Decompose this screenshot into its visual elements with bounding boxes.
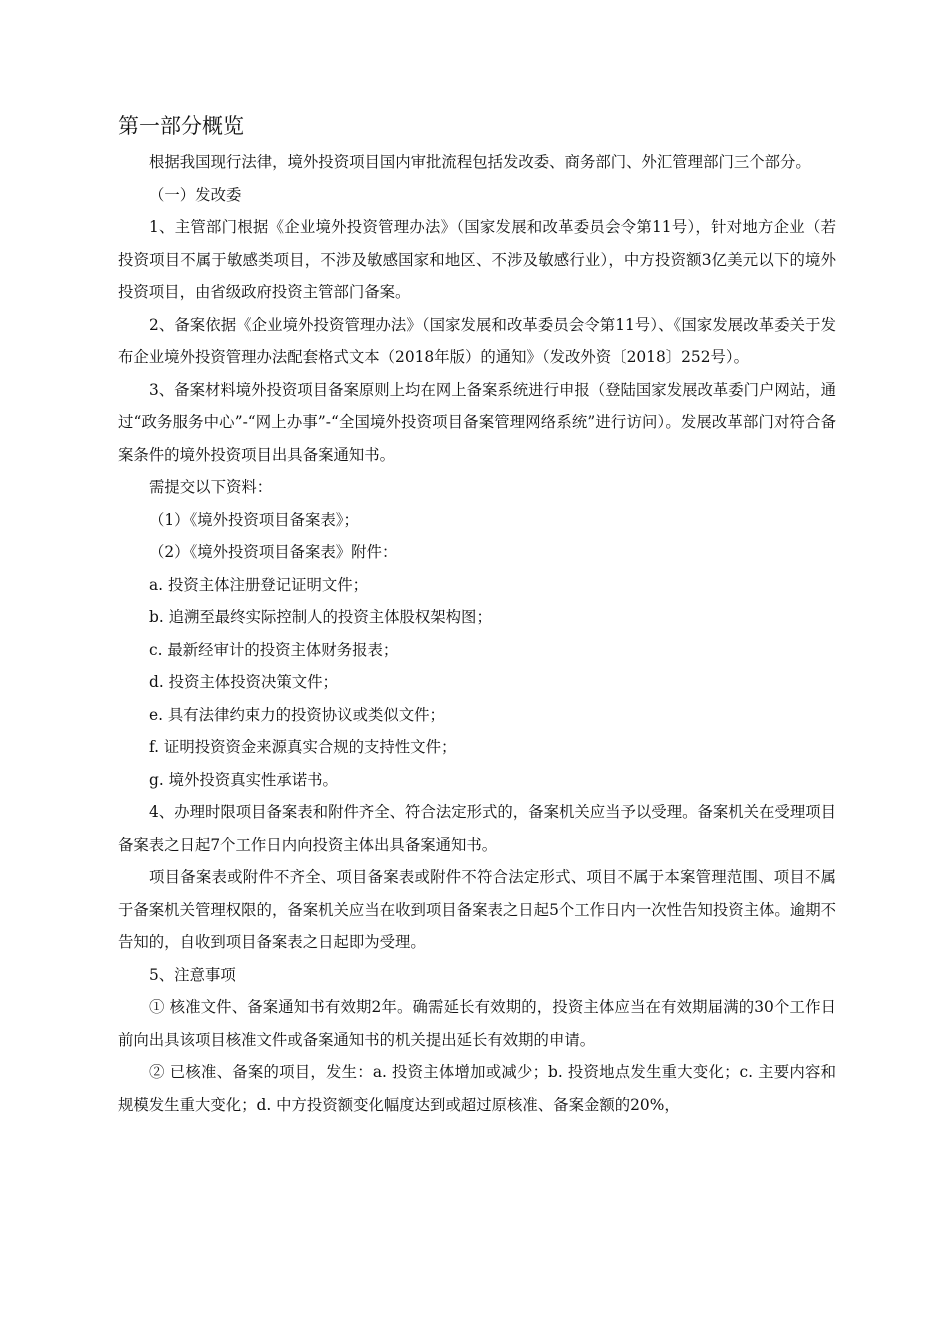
paragraph-materials: 3、备案材料境外投资项目备案原则上均在网上备案系统进行申报（登陆国家发展改革委门户网站，通过“政务服务中心”-“网上办事”-“全国境外投资项目备案管理网络系统”进行访问）。发展改革部门对符合备案条件的境外投资项目出具备案通知书。 — [118, 380, 836, 464]
list-item: d. 投资主体投资决策文件； — [149, 673, 338, 691]
paragraph-incomplete: 项目备案表或附件不齐全、项目备案表或附件不符合法定形式、项目不属于本案管理范围、项目不属于备案机关管理权限的，备案机关应当在收到项目备案表之日起5个工作日内一次性告知投资主体。逾期不告知的，自收到项目备案表之日起即为受理。 — [118, 868, 836, 951]
paragraph-validity: ① 核准文件、备案通知书有效期2年。确需延长有效期的，投资主体应当在有效期届满的30个工作日前向出具该项目核准文件或备案通知书的机关提出延长有效期的申请。 — [118, 998, 836, 1049]
paragraph-time-limit: 4、办理时限项目备案表和附件齐全、符合法定形式的，备案机关应当予以受理。备案机关在受理项目备案表之日起7个工作日内向投资主体出具备案通知书。 — [118, 803, 836, 854]
list-item: a. 投资主体注册登记证明文件； — [149, 575, 369, 594]
paragraph-authority: 1、主管部门根据《企业境外投资管理办法》（国家发展和改革委员会令第11号），针对地方企业（若投资项目不属于敏感类项目，不涉及敏感国家和地区、不涉及敏感行业），中方投资额3亿美元以下的境外投资项目，由省级政府投资主管部门备案。 — [118, 218, 836, 301]
list-item: （2）《境外投资项目备案表》附件： — [149, 543, 398, 561]
list-item: e. 具有法律约束力的投资协议或类似文件； — [149, 705, 445, 724]
list-item: f. 证明投资资金来源真实合规的支持性文件； — [149, 738, 457, 756]
list-item: g. 境外投资真实性承诺书。 — [149, 770, 338, 789]
intro-paragraph: 根据我国现行法律，境外投资项目国内审批流程包括发改委、商务部门、外汇管理部门三个部分。 — [149, 153, 811, 171]
paragraph-notes-title: 5、注意事项 — [149, 965, 236, 984]
section-heading: 第一部分概览 — [118, 114, 244, 138]
list-item: b. 追溯至最终实际控制人的投资主体股权架构图； — [149, 608, 492, 626]
paragraph-required-docs: 需提交以下资料： — [149, 478, 273, 496]
list-item: （1）《境外投资项目备案表》； — [149, 510, 359, 529]
list-item: c. 最新经审计的投资主体财务报表； — [149, 640, 399, 659]
paragraph-changes: ② 已核准、备案的项目，发生：a. 投资主体增加或减少；b. 投资地点发生重大变化；c. 主要内容和规模发生重大变化；d. 中方投资额变化幅度达到或超过原核准、备案金额的20%， — [118, 1063, 836, 1114]
document-body — [118, 112, 836, 1121]
subsection-title-ndrc: （一）发改委 — [149, 185, 242, 204]
paragraph-basis: 2、备案依据《企业境外投资管理办法》（国家发展和改革委员会令第11号）、《国家发展改革委关于发布企业境外投资管理办法配套格式文本（2018年版）的通知》（发改外资〔2018〕252号）。 — [118, 315, 836, 366]
